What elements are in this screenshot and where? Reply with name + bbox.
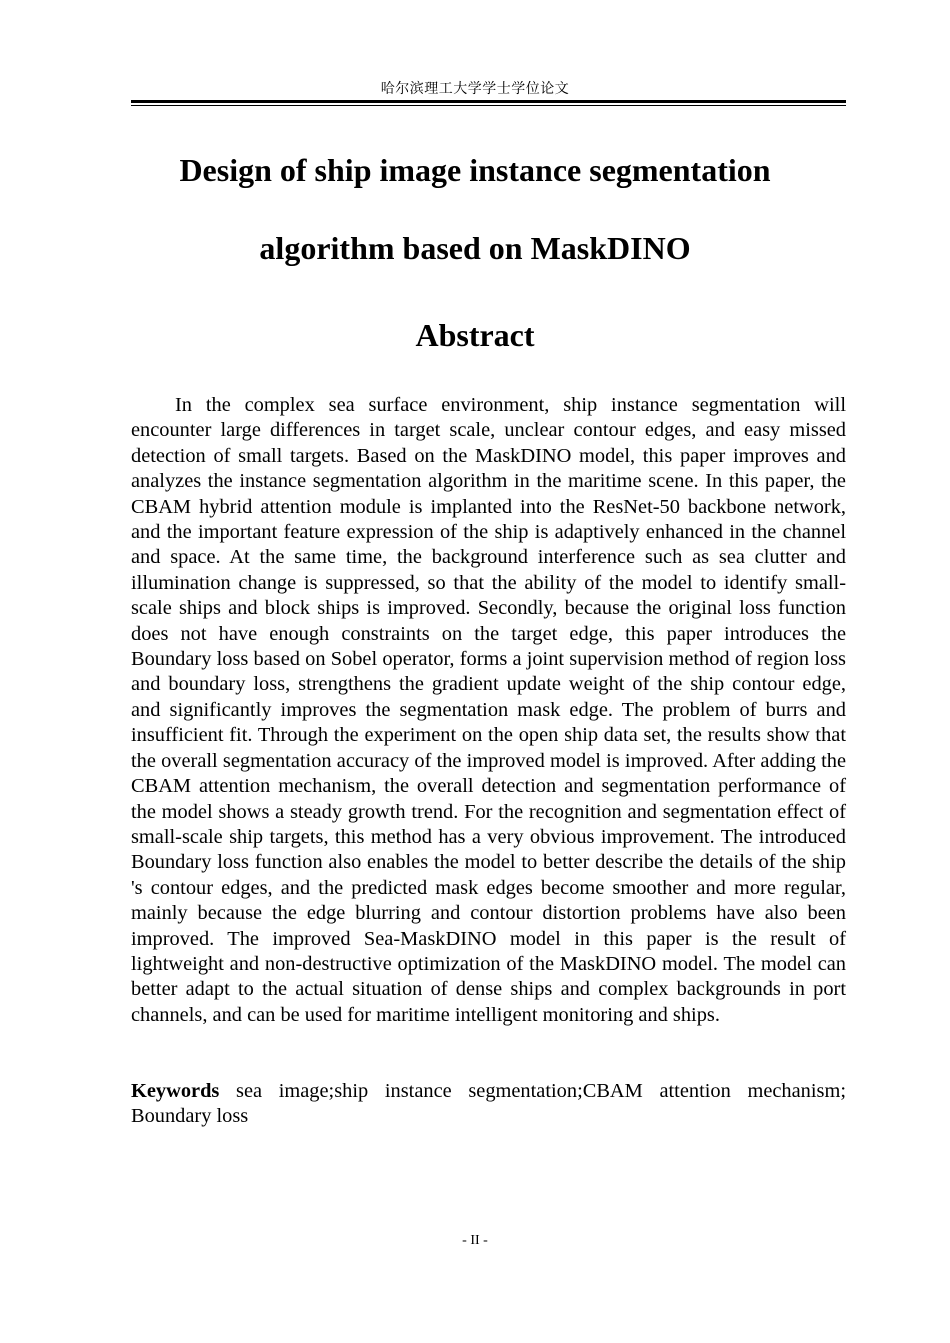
header-rule-thin (131, 105, 846, 106)
header-rule-thick (131, 100, 846, 103)
abstract-heading: Abstract (415, 317, 535, 353)
keywords-text: sea image;ship instance segmentation;CBAM attention mechanism; Boundary loss (131, 1080, 846, 1128)
running-header: 哈尔滨理工大学学士学位论文 (380, 81, 570, 97)
thesis-title-line-1: Design of ship image instance segmentation (179, 152, 771, 188)
keywords-block (131, 1079, 846, 1130)
page-number: - II - (462, 1233, 488, 1248)
abstract-body: In the complex sea surface environment, ship instance segmentation will encounter large differences in target scale, unclear contour edges, and easy missed detection of small targets. Based on the MaskDINO model, this paper improves and analyzes the instance segmentation algorithm in the maritime scene. In this paper, the CBAM hybrid attention module is implanted into the ResNet-50 backbone network, and the important feature expression of the ship is adaptively enhanced in the channel and space. At the same time, the background interference such as sea clutter and illumination change is suppressed, so that the ability of the model to identify small-scale ships and block ships is improved. Secondly, because the original loss function does not have enough constraints on the target edge, this paper introduces the Boundary loss based on Sobel operator, forms a joint supervision method of region loss and boundary loss, strengthens the gradient update weight of the ship contour edge, and significantly improves the segmentation mask edge. The problem of burrs and insufficient fit. Through the experiment on the open ship data set, the results show that the overall segmentation accuracy of the improved model is improved. After adding the CBAM attention mechanism, the overall detection and segmentation performance of the model shows a steady growth trend. For the recognition and segmentation effect of small-scale ship targets, this method has a very obvious improvement. The introduced Boundary loss function also enables the model to better describe the details of the ship 's contour edges, and the predicted mask edges become smoother and more regular, mainly because the edge blurring and contour distortion problems have also been improved. The improved Sea-MaskDINO model in this paper is the result of lightweight and non-destructive optimization of the MaskDINO model. The model can better adapt to the actual situation of dense ships and complex backgrounds in port channels, and can be used for maritime intelligent monitoring and ships. (131, 394, 846, 1026)
keywords-label: Keywords (131, 1080, 220, 1102)
thesis-title-line-2: algorithm based on MaskDINO (259, 230, 691, 266)
